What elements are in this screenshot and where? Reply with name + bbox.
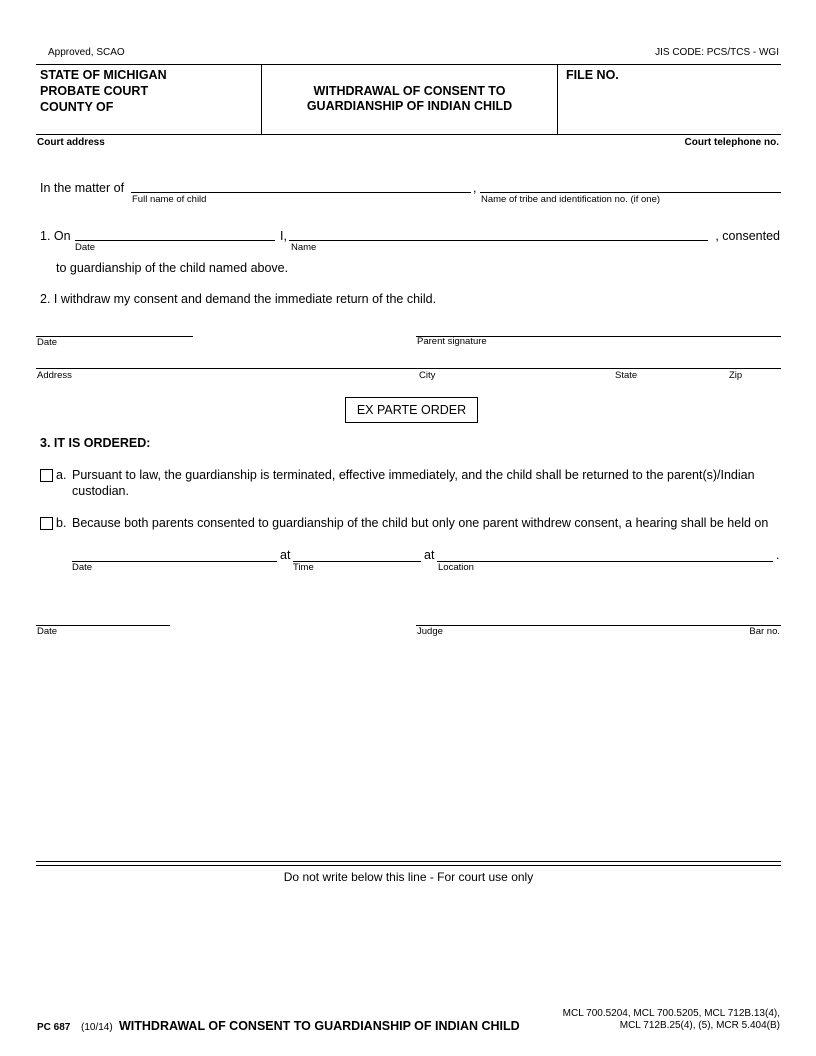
- consenter-name-caption: Name: [291, 242, 317, 253]
- parent-address-input[interactable]: [36, 354, 781, 369]
- form-number: PC 687: [37, 1022, 71, 1033]
- county-label: COUNTY OF: [40, 100, 114, 114]
- state-label: STATE OF MICHIGAN: [40, 68, 167, 82]
- city-caption: City: [419, 370, 436, 381]
- jis-code: JIS CODE: PCS/TCS - WGI: [655, 47, 779, 58]
- judge-signature-input[interactable]: [416, 611, 781, 626]
- parent-signature-input[interactable]: [416, 322, 781, 337]
- footer-title: WITHDRAWAL OF CONSENT TO GUARDIANSHIP OF INDIAN CHILD: [119, 1019, 520, 1033]
- option-b-letter: b.: [56, 516, 67, 530]
- form-revision: (10/14): [81, 1022, 113, 1033]
- option-a-letter: a.: [56, 468, 67, 482]
- option-a-checkbox[interactable]: [40, 469, 53, 482]
- hearing-location-input[interactable]: [437, 547, 773, 562]
- judge-caption: Judge: [417, 626, 443, 637]
- citations-line1: MCL 700.5204, MCL 700.5205, MCL 712B.13(4),: [562, 1008, 780, 1019]
- item1-i: I,: [280, 229, 287, 243]
- it-is-ordered-label: 3. IT IS ORDERED:: [40, 436, 151, 450]
- tribe-caption: Name of tribe and identification no. (if one): [481, 194, 661, 205]
- bar-no-caption: Bar no.: [749, 626, 780, 637]
- address-caption: Address: [37, 370, 72, 381]
- order-date-caption: Date: [37, 626, 58, 637]
- hearing-date-caption: Date: [72, 562, 93, 573]
- child-name-input[interactable]: [131, 178, 471, 193]
- at-label-2: at: [424, 548, 435, 562]
- caption-top-rule: [36, 64, 781, 65]
- court-phone-label: Court telephone no.: [684, 137, 779, 148]
- form-title-line1: WITHDRAWAL OF CONSENT TO: [313, 84, 506, 98]
- caption-bottom-rule: [36, 134, 781, 135]
- form-title-line2: GUARDIANSHIP OF INDIAN CHILD: [306, 99, 513, 113]
- court-address-label: Court address: [37, 137, 105, 148]
- matter-comma: ,: [473, 181, 477, 195]
- item1-continued: to guardianship of the child named above.: [56, 261, 289, 275]
- parent-signature-caption: Parent signature: [417, 336, 487, 347]
- citations-line2: MCL 712B.25(4), (5), MCR 5.404(B): [619, 1020, 780, 1031]
- signature-date-caption: Date: [37, 337, 58, 348]
- zip-caption: Zip: [729, 370, 743, 381]
- hearing-period: .: [776, 548, 780, 562]
- court-use-rule-bottom: [36, 865, 781, 866]
- consent-date-input[interactable]: [75, 226, 275, 241]
- state-caption: State: [615, 370, 638, 381]
- court-label: PROBATE COURT: [40, 84, 149, 98]
- at-label-1: at: [280, 548, 291, 562]
- signature-date-input[interactable]: [36, 322, 193, 337]
- court-use-notice: Do not write below this line - For court use only: [283, 870, 534, 884]
- file-no-label: FILE NO.: [566, 68, 619, 82]
- consenter-name-input[interactable]: [289, 226, 708, 241]
- option-a-text-line2: custodian.: [72, 484, 129, 498]
- hearing-location-caption: Location: [438, 562, 474, 573]
- file-no-input[interactable]: [566, 86, 776, 100]
- item2-text: 2. I withdraw my consent and demand the immediate return of the child.: [40, 292, 437, 306]
- court-use-rule-top: [36, 861, 781, 862]
- order-date-input[interactable]: [36, 611, 170, 626]
- approved-label: Approved, SCAO: [48, 47, 125, 58]
- item1-lead: 1. On: [40, 229, 71, 243]
- ex-parte-order-heading: EX PARTE ORDER: [345, 397, 478, 423]
- child-name-caption: Full name of child: [132, 194, 207, 205]
- consent-date-caption: Date: [75, 242, 96, 253]
- county-input[interactable]: [118, 99, 256, 113]
- hearing-time-caption: Time: [293, 562, 314, 573]
- option-b-checkbox[interactable]: [40, 517, 53, 530]
- hearing-date-input[interactable]: [72, 547, 277, 562]
- caption-divider-right: [557, 65, 558, 135]
- option-b-text: Because both parents consented to guardianship of the child but only one parent withdrew consent, a hearing shall be held on: [72, 516, 769, 530]
- item1-consented: , consented: [715, 229, 780, 243]
- tribe-input[interactable]: [480, 178, 781, 193]
- hearing-time-input[interactable]: [293, 547, 421, 562]
- option-a-text-line1: Pursuant to law, the guardianship is terminated, effective immediately, and the child shall be returned to the parent(s)/Indian: [72, 468, 755, 482]
- matter-lead: In the matter of: [40, 181, 125, 195]
